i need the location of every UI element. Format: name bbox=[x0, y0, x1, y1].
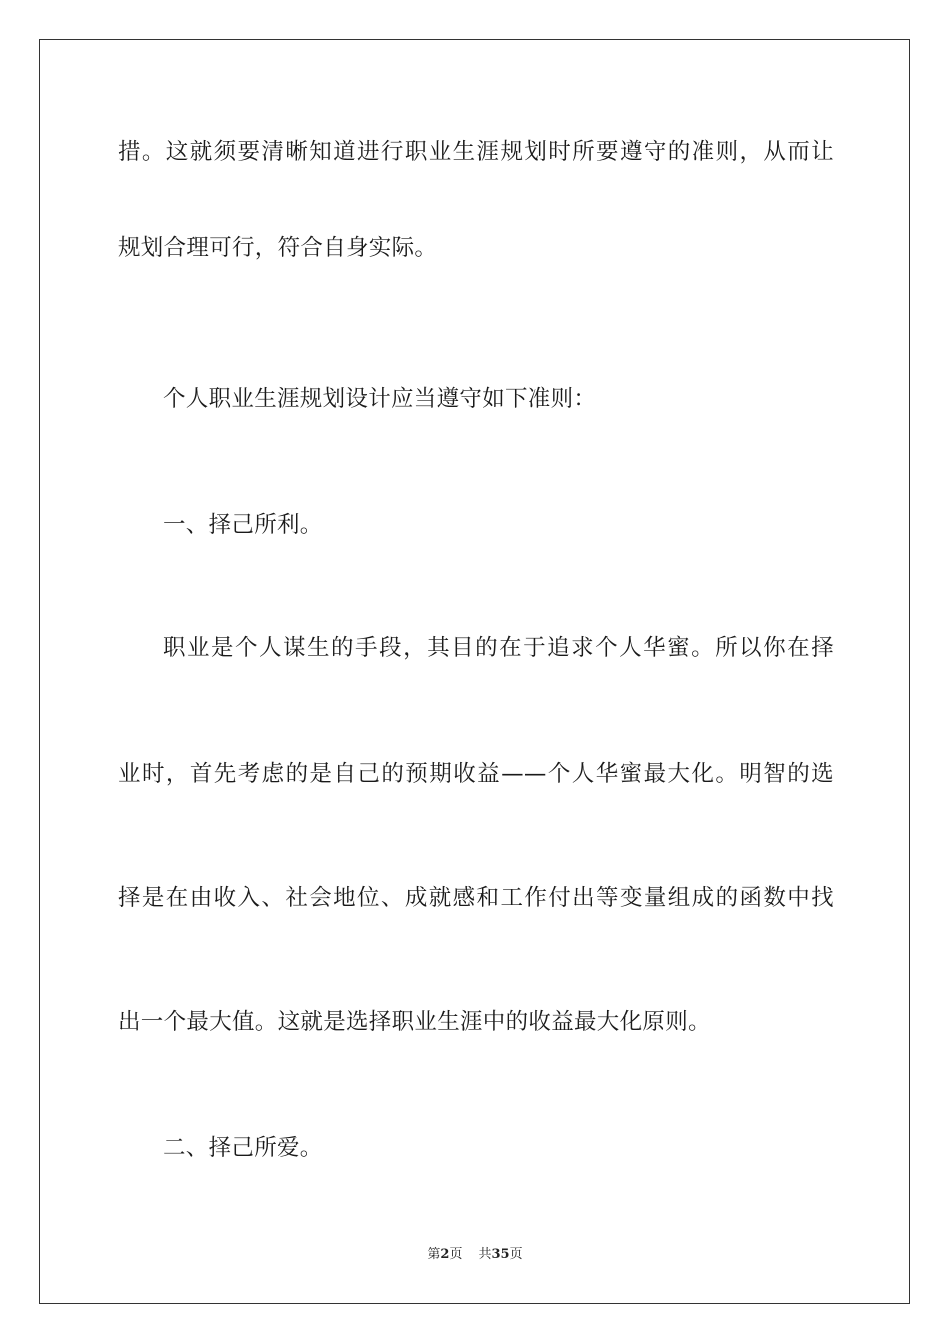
page-footer bbox=[0, 1246, 950, 1264]
paragraph-line-7: 择是在由收入、社会地位、成就感和工作付出等变量组成的函数中找 bbox=[118, 885, 834, 911]
paragraph-line-6: 业时，首先考虑的是自己的预期收益——个人华蜜最大化。明智的选 bbox=[118, 761, 834, 787]
total-pages: 35 bbox=[491, 1247, 510, 1262]
total-prefix: 共 bbox=[478, 1247, 492, 1262]
paragraph-line-2: 规划合理可行，符合自身实际。 bbox=[118, 235, 438, 261]
page-prefix: 第 bbox=[427, 1247, 441, 1262]
page-suffix: 页 bbox=[449, 1247, 463, 1262]
paragraph-line-5: 职业是个人谋生的手段，其目的在于追求个人华蜜。所以你在择 bbox=[163, 635, 834, 661]
page-number: 2 bbox=[440, 1247, 450, 1262]
total-suffix: 页 bbox=[509, 1247, 523, 1262]
paragraph-intro: 个人职业生涯规划设计应当遵守如下准则： bbox=[163, 386, 597, 412]
paragraph-line-8: 出一个最大值。这就是选择职业生涯中的收益最大化原则。 bbox=[118, 1009, 711, 1035]
heading-principle-1: 一、择己所利。 bbox=[163, 512, 323, 538]
paragraph-line-1: 措。这就须要清晰知道进行职业生涯规划时所要遵守的准则，从而让 bbox=[118, 139, 834, 165]
page-border bbox=[39, 39, 910, 1304]
heading-principle-2: 二、择己所爱。 bbox=[163, 1135, 323, 1161]
